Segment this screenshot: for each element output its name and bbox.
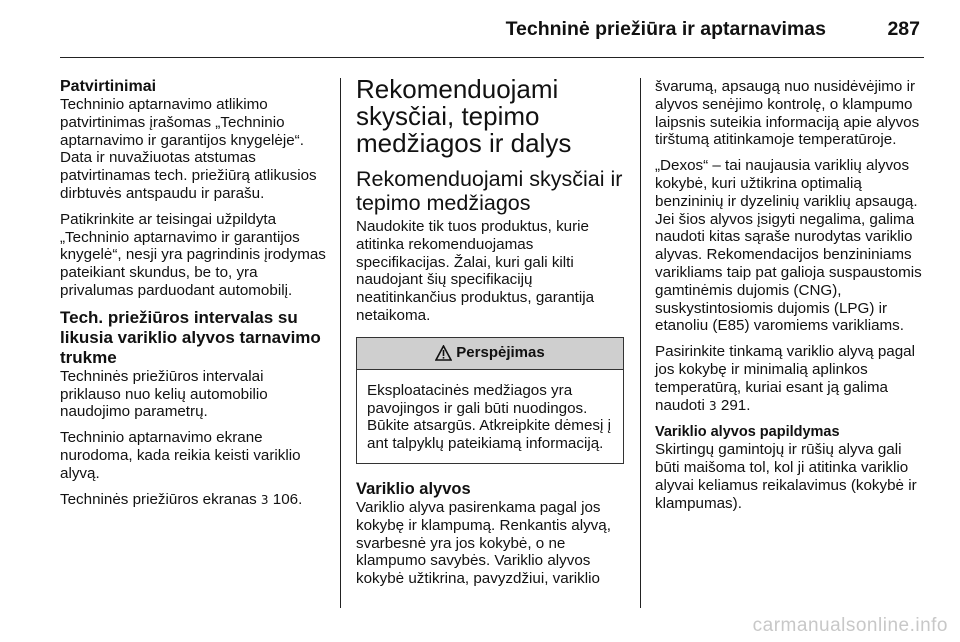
paragraph-display: Techninio aptarnavimo ekrane nurodoma, kada reikia keisti variklio alyvą. — [60, 429, 301, 482]
ref-text: Pasirinkite tinkamą variklio alyvą pagal jos kokybę ir minimalią aplinkos temperatūrą, kuriai esant ją galima naudoti — [655, 343, 915, 414]
page-ref-link[interactable]: 106. — [268, 490, 303, 508]
warning-text: Eksploatacinės medžiagos yra pavojingos ir gali būti nuodingos. Būkite atsargūs. Atkreipkite dėmesį į ant talpyklų pateikiamą informaciją. — [367, 381, 611, 453]
heading-oil-topup: Variklio alyvos papildymas — [655, 424, 840, 441]
header-rule — [60, 57, 924, 58]
warning-title: Perspėjimas — [456, 344, 545, 362]
paragraph-engine-oil: Variklio alyva pasirenkama pagal jos kokybę ir klampumą. Renkantis alyvą, svarbesnė yra jos kokybė, o ne klampumo savybės. Variklio alyvos kokybė užtikrina, pavyzdžiui, variklio — [356, 498, 611, 588]
column-divider-1 — [340, 78, 341, 608]
paragraph-service-display-ref — [60, 491, 328, 510]
warning-header — [357, 338, 623, 370]
page-number: 287 — [887, 18, 920, 40]
column-2 — [356, 76, 624, 596]
paragraph-confirmation: Techninio aptarnavimo atlikimo patvirtinimas įrašomas „Techninio aptarnavimo ir garantijos knygelėje“. Data ir nuvažiuotas atstumas patvirtinamas tech. priežiūrą atlikusios dirbtuvės antspaudu ir parašu. — [60, 96, 317, 202]
paragraph-check-booklet: Patikrinkite ar teisingai užpildyta „Techninio aptarnavimo ir garantijos knygelė“, nesji yra pagrindinis įrodymas pateikiant skundus, be to, yra privalumas parduodant automobilį. — [60, 210, 326, 299]
paragraph-cleanliness: švarumą, apsaugą nuo nusidėvėjimo ir alyvos senėjimo kontrolę, o klampumo laipsnis suteikia informaciją apie alyvos tirštumą atitinkamoje temperatūroje. — [655, 78, 920, 149]
section-title: Rekomenduojami skysčiai, tepimo medžiagos ir dalys — [356, 74, 572, 158]
heading-engine-oils: Variklio alyvos — [356, 479, 471, 498]
heading-service-interval: Tech. priežiūros intervalas su likusia variklio alyvos tarnavimo trukme — [60, 307, 321, 367]
warning-box — [356, 337, 624, 464]
paragraph-dexos: „Dexos“ – tai naujausia variklių alyvos kokybė, kuri užtikrina optimalią benzininių ir dyzelinių variklių apsaugą. Jei šios alyvos įsigyti negalima, galima naudoti kitas sąraše nurodytas variklio alyvas. Rekomendacijos benzininiams varikliams taip pat galioja suspaustomis gamtinėmis dujomis (CNG), suskystintosiomis dujomis (LPG) ir etanoliu (E85) varomiems varikliams. — [655, 157, 922, 335]
heading-confirmations: Patvirtinimai — [60, 78, 157, 95]
warning-body — [357, 370, 623, 463]
page-ref-link[interactable]: 291. — [716, 396, 751, 414]
paragraph-recommended: Naudokite tik tuos produktus, kurie atitinka rekomenduojamas specifikacijas. Žalai, kuri gali kilti naudojant šių specifikacijų neatitinkančius produktus, garantija netaikoma. — [356, 218, 595, 324]
column-1 — [60, 78, 328, 517]
subsection-title: Rekomenduojami skysčiai ir tepimo medžiagos — [356, 167, 623, 215]
column-divider-2 — [640, 78, 641, 608]
paragraph-topup: Skirtingų gamintojų ir rūšių alyva gali būti maišoma tol, kol ji atitinka variklio alyvai keliamus reikalavimus (kokybė ir klampumas). — [655, 441, 917, 512]
page-header — [60, 0, 924, 58]
header-title: Techninė priežiūra ir aptarnavimas — [505, 18, 826, 40]
ref-text: Techninės priežiūros ekranas — [60, 490, 261, 508]
page-ref-arrow-icon: 3 — [260, 492, 269, 507]
warning-triangle-icon — [435, 345, 452, 361]
paragraph-select-oil — [655, 343, 923, 415]
page-ref-arrow-icon: 3 — [709, 398, 717, 413]
column-3 — [655, 78, 923, 521]
paragraph-interval: Techninės priežiūros intervalai priklauso nuo kelių automobilio naudojimo parametrų. — [60, 367, 268, 421]
watermark: carmanualsonline.info — [752, 615, 948, 636]
